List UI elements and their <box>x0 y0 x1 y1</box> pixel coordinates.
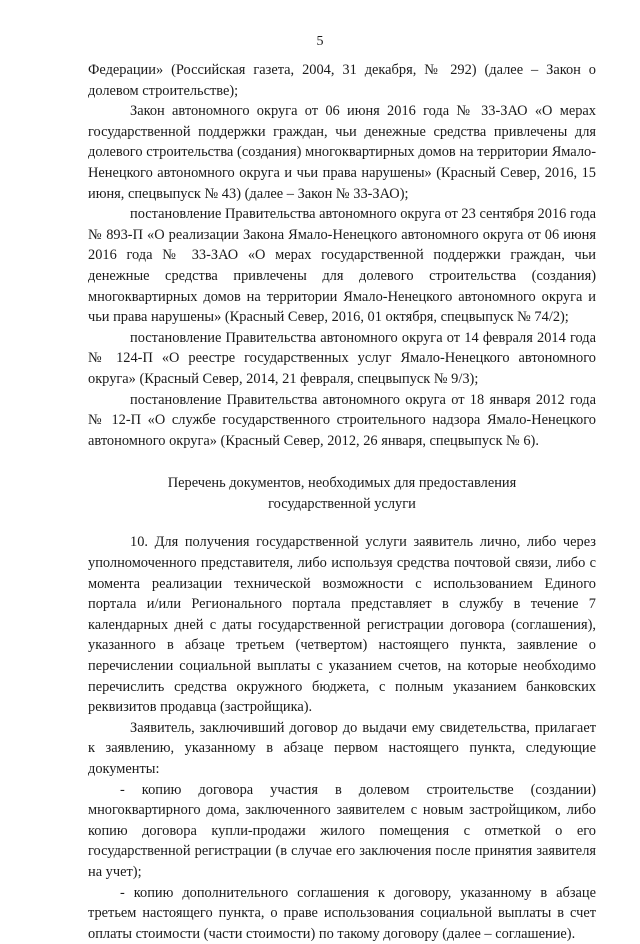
section-heading-line-2: государственной услуги <box>268 495 416 512</box>
list-item-contract-copy: - копию договора участия в долевом строительстве (создании) многоквартирного дома, заключенного заявителем с новым застройщиком, либо копию договора купли-продажи жилого помещения с отметкой о его государственной регистрации (в случае его заключения после принятия заявителя на учет); <box>88 781 596 880</box>
document-body <box>88 60 596 944</box>
paragraph-resolution-12-p: постановление Правительства автономного округа от 18 января 2012 года № 12-П «О службе государственного строительного надзора Ямало-Ненецкого автономного округа» (Красный Север, 2012, 26 января, спецвыпуск № 6). <box>88 391 596 449</box>
paragraph-item-10: 10. Для получения государственной услуги заявитель лично, либо через уполномоченного представителя, либо используя средства почтовой связи, либо с момента реализации технической возможности с использованием Единого портала и/или Регионального портала представляет в службу в течение 7 календарных дней с даты государственной регистрации договора (соглашения), указанного в абзаце третьем (четвертом) настоящего пункта, заявление о перечислении социальной выплаты с указанием счетов, на которые необходимо перечислить средства окружного бюджета, с полным указанием банковских реквизитов продавца (застройщика). <box>88 534 596 716</box>
paragraph-applicant-documents: Заявитель, заключивший договор до выдачи ему свидетельства, прилагает к заявлению, указанному в абзаце первом настоящего пункта, следующие документы: <box>88 719 596 777</box>
paragraph-resolution-893-p: постановление Правительства автономного округа от 23 сентября 2016 года № 893-П «О реализации Закона Ямало-Ненецкого автономного округа от 06 июня 2016 года № 33-ЗАО «О мерах государственной поддержки граждан, чьи денежные средства привлечены для долевого строительства (создания) многоквартирных домов на территории Ямало-Ненецкого автономного округа и чьи права нарушены» (Красный Север, 2016, 01 октября, спецвыпуск № 74/2); <box>88 206 596 326</box>
list-item-agreement-copy: - копию дополнительного соглашения к договору, указанному в абзаце третьем настоящего пункта, о праве использования социальной выплаты в счет оплаты стоимости (части стоимости) по такому договору (далее – соглашение). <box>88 884 596 942</box>
paragraph-federal-law-tail: Федерации» (Российская газета, 2004, 31 декабря, № 292) (далее – Закон о долевом строительстве); <box>88 62 596 99</box>
page-number: 5 <box>316 34 324 49</box>
paragraph-resolution-124-p: постановление Правительства автономного округа от 14 февраля 2014 года № 124-П «О реестре государственных услуг Ямало-Ненецкого автономного округа» (Красный Север, 2014, 21 февраля, спецвыпуск № 9/3); <box>88 329 596 387</box>
paragraph-law-33-zao: Закон автономного округа от 06 июня 2016 года № 33-ЗАО «О мерах государственной поддержки граждан, чьи денежные средства привлечены для долевого строительства (создания) многоквартирных домов на территории Ямало-Ненецкого автономного округа и чьи права нарушены» (Красный Север, 2016, 15 июня, спецвыпуск № 43) (далее – Закон № 33-ЗАО); <box>88 103 596 202</box>
section-heading <box>88 473 596 514</box>
section-heading-line-1: Перечень документов, необходимых для предоставления <box>167 475 517 492</box>
